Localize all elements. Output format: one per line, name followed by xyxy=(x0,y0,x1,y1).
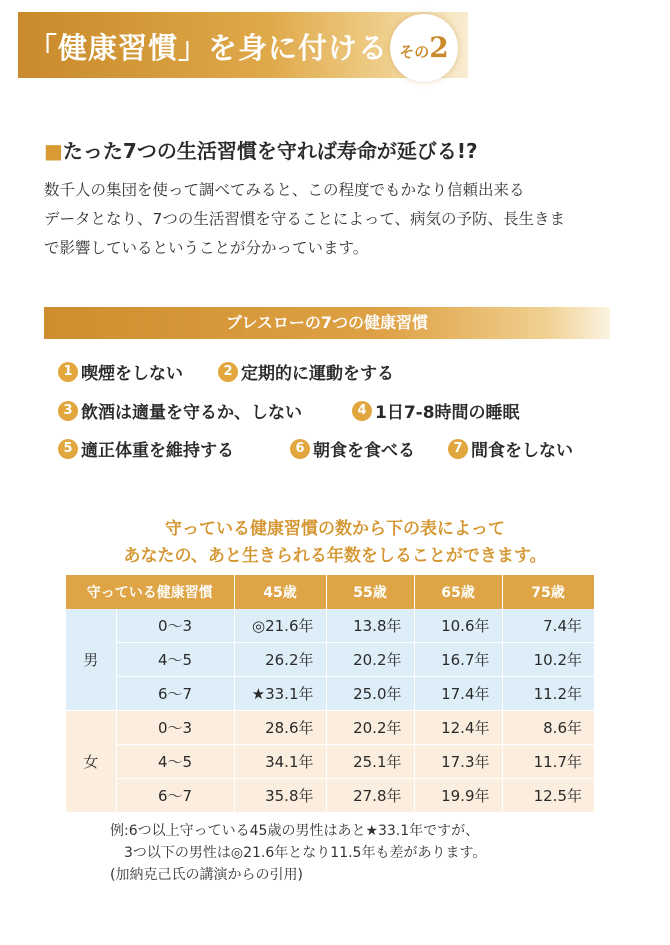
footnote-line: 例:6つ以上守っている45歳の男性はあと★33.1年ですが、 xyxy=(110,823,480,839)
years-cell: 10.2年 xyxy=(502,643,594,677)
years-cell: 12.5年 xyxy=(502,779,594,813)
column-header: 守っている健康習慣 xyxy=(66,575,234,609)
number-circle-icon: 5 xyxy=(58,439,78,459)
column-header: 65歳 xyxy=(414,575,502,609)
habit-text: 適正体重を維持する xyxy=(81,441,234,461)
years-cell: 25.0年 xyxy=(326,677,414,711)
years-cell: 19.9年 xyxy=(414,779,502,813)
number-circle-icon: 3 xyxy=(58,401,78,421)
intro-line: データとなり、7つの生活習慣を守ることによって、病気の予防、長生きま xyxy=(44,210,566,228)
number-circle-icon: 7 xyxy=(448,439,468,459)
years-cell: 27.8年 xyxy=(326,779,414,813)
number-circle-icon: 1 xyxy=(58,362,78,382)
years-cell: 20.2年 xyxy=(326,643,414,677)
table-row xyxy=(66,745,594,779)
habit-text: 定期的に運動をする xyxy=(241,364,394,384)
column-header: 45歳 xyxy=(234,575,326,609)
years-cell: 7.4年 xyxy=(502,609,594,643)
years-cell: ◎21.6年 xyxy=(234,609,326,643)
intro-line: 数千人の集団を使って調べてみると、この程度でもかなり信頼出来る xyxy=(44,181,525,199)
years-cell: 11.2年 xyxy=(502,677,594,711)
table-caption-line: 守っている健康習慣の数から下の表によって xyxy=(165,519,505,539)
habit-item xyxy=(352,398,520,423)
habit-range: 4〜5 xyxy=(116,745,234,779)
habit-text: 1日7-8時間の睡眠 xyxy=(375,403,520,423)
habit-range: 0〜3 xyxy=(116,609,234,643)
footnote-line: (加納克己氏の講演からの引用) xyxy=(110,867,303,883)
habit-text: 間食をしない xyxy=(471,441,573,461)
years-cell: 28.6年 xyxy=(234,711,326,745)
sex-label: 女 xyxy=(66,711,116,813)
years-cell: 25.1年 xyxy=(326,745,414,779)
years-cell: 13.8年 xyxy=(326,609,414,643)
habit-range: 6〜7 xyxy=(116,677,234,711)
habit-range: 4〜5 xyxy=(116,643,234,677)
column-header: 75歳 xyxy=(502,575,594,609)
part-badge xyxy=(390,14,458,82)
years-cell: 10.6年 xyxy=(414,609,502,643)
habit-item xyxy=(58,359,183,384)
table-header-row xyxy=(66,575,594,609)
years-cell: 34.1年 xyxy=(234,745,326,779)
table-row xyxy=(66,711,594,745)
table-row xyxy=(66,643,594,677)
habit-text: 喫煙をしない xyxy=(81,364,183,384)
years-cell: 8.6年 xyxy=(502,711,594,745)
footnote-line: 3つ以下の男性は◎21.6年となり11.5年も差があります。 xyxy=(110,845,487,861)
years-cell: 26.2年 xyxy=(234,643,326,677)
habit-item xyxy=(448,436,573,461)
habit-item xyxy=(290,436,415,461)
habit-range: 6〜7 xyxy=(116,779,234,813)
badge-prefix: その xyxy=(399,43,430,61)
years-cell: 17.3年 xyxy=(414,745,502,779)
number-circle-icon: 4 xyxy=(352,401,372,421)
intro-line: で影響しているということが分かっています。 xyxy=(44,239,369,257)
habit-range: 0〜3 xyxy=(116,711,234,745)
life-expectancy-table xyxy=(66,575,595,813)
number-circle-icon: 2 xyxy=(218,362,238,382)
years-cell: 16.7年 xyxy=(414,643,502,677)
years-cell: 17.4年 xyxy=(414,677,502,711)
footnote xyxy=(110,820,486,886)
table-caption-line: あなたの、あと生きられる年数をしることができます。 xyxy=(123,546,547,566)
intro-paragraph xyxy=(44,176,634,263)
sex-label: 男 xyxy=(66,609,116,711)
years-cell: 20.2年 xyxy=(326,711,414,745)
habit-item xyxy=(58,436,234,461)
habits-banner: ブレスローの7つの健康習慣 xyxy=(44,307,610,339)
years-cell: 12.4年 xyxy=(414,711,502,745)
years-cell: 35.8年 xyxy=(234,779,326,813)
habit-item xyxy=(58,398,302,423)
section-heading xyxy=(44,135,478,164)
years-cell: 11.7年 xyxy=(502,745,594,779)
years-cell: ★33.1年 xyxy=(234,677,326,711)
number-circle-icon: 6 xyxy=(290,439,310,459)
column-header: 55歳 xyxy=(326,575,414,609)
table-row xyxy=(66,677,594,711)
page-title: 「健康習慣」を身に付ける xyxy=(28,31,389,65)
table-row xyxy=(66,779,594,813)
badge-number: 2 xyxy=(429,31,449,64)
section-heading-text: たった7つの生活習慣を守れば寿命が延びる!? xyxy=(62,139,478,163)
habit-text: 飲酒は適量を守るか、しない xyxy=(81,403,302,423)
table-row xyxy=(66,609,594,643)
habit-text: 朝食を食べる xyxy=(313,441,415,461)
habit-item xyxy=(218,359,394,384)
square-bullet-icon: ■ xyxy=(44,139,63,163)
